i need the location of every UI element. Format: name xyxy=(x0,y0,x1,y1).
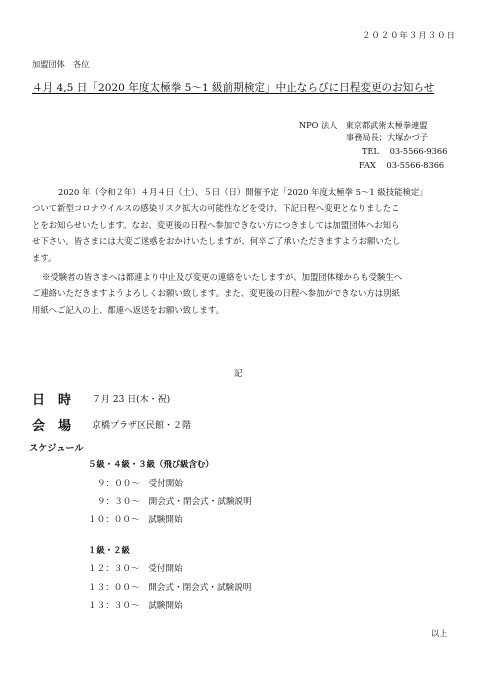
paragraph-line: ついて新型コロナウイルスの感染リスク拡大の可能性などを受け、下記日程へ変更となりましたこ xyxy=(32,203,400,214)
document-title: ４月 4,5 日「2020 年度太極拳 5～1 級前期検定」中止ならびに日程変更のお知らせ xyxy=(32,82,435,94)
schedule-time: １３：３０～ xyxy=(88,601,140,611)
date-value: ７月 23 日(木・祝) xyxy=(92,395,171,405)
schedule-label: 試験開始 xyxy=(148,601,183,611)
addressee: 加盟団体 各位 xyxy=(32,59,90,69)
paragraph-line: 2020 年（令和２年）４月４日（土）、５日（日）開催予定「2020 年度太極拳 5～1 級技能検定」 xyxy=(58,187,428,197)
schedule-label: 受付開始 xyxy=(148,479,183,489)
closing-ijou: 以上 xyxy=(431,628,448,638)
schedule-item xyxy=(97,495,252,507)
schedule-item xyxy=(97,477,183,489)
schedule-group-2-title: １級・２級 xyxy=(88,545,130,555)
sender-tel xyxy=(362,146,447,157)
venue-value: 京橋プラザ区民館・２階 xyxy=(92,421,192,431)
schedule-time: １２：３０～ xyxy=(88,564,140,574)
sender-tel-label: TEL xyxy=(362,146,379,156)
schedule-time: ９：００～ xyxy=(97,479,140,489)
paragraph-line: とをお知らせいたします。なお、変更後の日程へ参加できない方につきましては加盟団体へお知ら xyxy=(32,219,400,230)
paragraph-line: せ下さい。皆さまには大変ご迷惑をおかけいたしますが、何卒ご了承いただきますようお願いたし xyxy=(32,236,401,247)
schedule-label: 試験開始 xyxy=(148,515,183,525)
schedule-time: １０：００～ xyxy=(88,515,140,525)
body-paragraph-2 xyxy=(32,269,452,318)
schedule-label: 受付開始 xyxy=(148,564,183,574)
body-paragraph-1 xyxy=(32,184,452,266)
schedule-time: １３：００～ xyxy=(88,583,140,593)
ki-marker: 記 xyxy=(234,369,243,379)
date-row xyxy=(32,389,71,408)
sender-organization xyxy=(299,118,427,132)
paragraph-line: ます。 xyxy=(32,252,57,263)
sender-org-type: NPO 法人 xyxy=(299,120,338,130)
sender-fax-label: FAX xyxy=(359,160,376,170)
sender-org-name: 東京都武術太極拳連盟 xyxy=(345,120,428,130)
schedule-item xyxy=(88,562,183,574)
schedule-label: 開会式・閉会式・試験説明 xyxy=(148,497,252,507)
schedule-group-1-title: ５級・４級・３級（飛び級含む） xyxy=(88,459,214,469)
sender-fax xyxy=(359,160,444,171)
sender-fax-number: 03-5566-8366 xyxy=(386,160,445,170)
date-label: 日 時 xyxy=(32,393,72,408)
schedule-time: ９：３０～ xyxy=(97,497,140,507)
schedule-item xyxy=(88,581,251,593)
sender-tel-number: 03-5566-9366 xyxy=(389,146,448,156)
venue-label: 会 場 xyxy=(32,419,72,434)
paragraph-line: 用紙へご記入の上、都連へ返送をお願い致します。 xyxy=(32,304,224,315)
document-date: ２０２０年３月３０日 xyxy=(362,30,456,40)
schedule-heading: スケジュール xyxy=(29,443,84,454)
schedule-label: 開会式・閉会式・試験説明 xyxy=(148,583,252,593)
paragraph-line: ご連絡いただきますようよろしくお願い致します。また、変更後の日程へ参加ができない方は別紙 xyxy=(32,288,400,299)
venue-row xyxy=(32,415,71,434)
schedule-item xyxy=(88,513,183,525)
sender-director: 事務局長；大塚かづ子 xyxy=(346,132,428,142)
paragraph-line: ※受験者の皆さまへは都連より中止及び変更の連絡をいたしますが、加盟団体様からも受験生へ xyxy=(42,272,403,282)
schedule-item xyxy=(88,599,183,611)
